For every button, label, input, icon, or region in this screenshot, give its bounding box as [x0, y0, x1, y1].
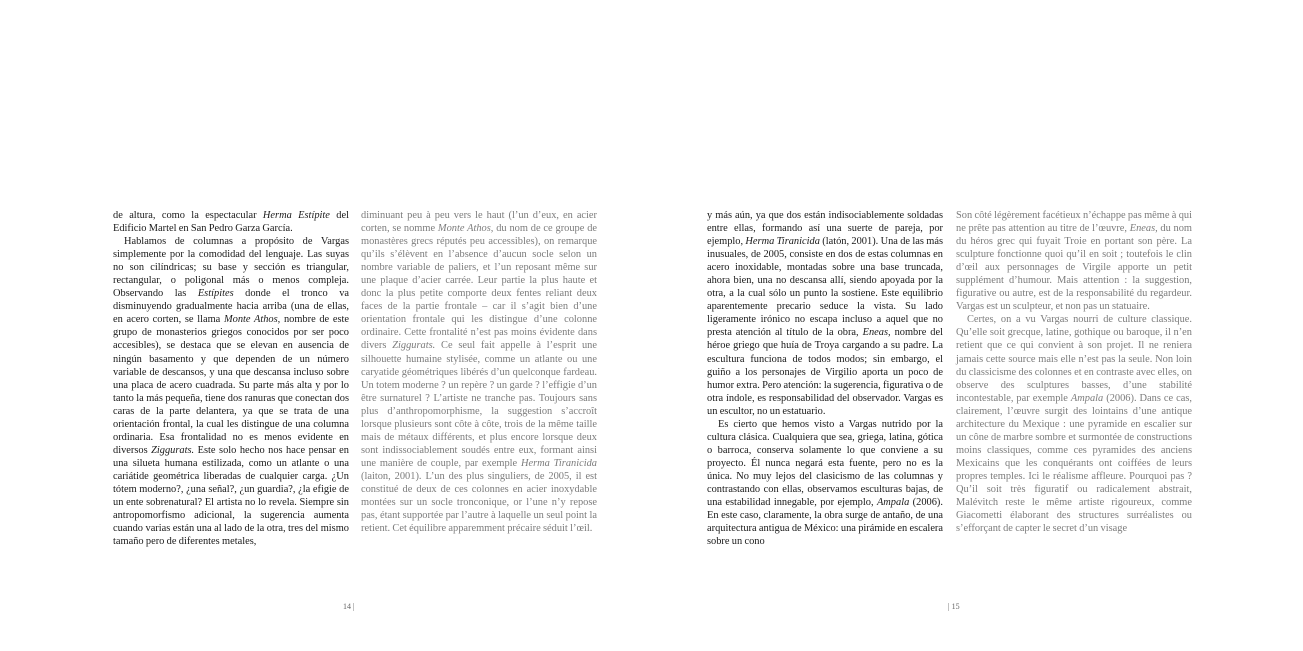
right-page-spanish-column [707, 209, 943, 548]
page-number-left: 14 | [343, 602, 355, 611]
left-page-spanish-column [113, 209, 349, 548]
paragraph: Certes, on a vu Vargas nourri de culture classique. Qu’elle soit grecque, latine, gothique ou baroque, il n’en retient que ce qui convient à son projet. Il ne reniera jamais cette source mais elle n’est pas la seule. Non loin du classicisme des colonnes et en contraste avec elles, on observe des sculptures basses, d’une stabilité incontestable, par exemple Ampala (2006). Dans ce cas, clairement, l’œuvre surgit des lointains d’une antique architecture du Mexique : une pyramide en escalier sur un cône de marbre sombre et surmontée de constructions moins classiques, comme ces pyramides des anciens Mexicains que les conquérants ont coiffées de leurs propres temples. Ici le réalisme affleure. Pourquoi pas ? Qu’il soit très figuratif ou radicalement abstrait, Malévitch reste le même artiste rigoureux, comme Giacometti élaborant des structures surréalistes ou s’efforçant de capter le secret d’un visage [956, 314, 1192, 535]
paragraph: y más aún, ya que dos están indisociablemente soldadas entre ellas, formando así una suerte de pareja, por ejemplo, Herma Tiranicida (latón, 2001). Una de las más inusuales, de 2005, consiste en dos de estas columnas en acero inoxidable, montadas sobre una base truncada, ahora bien, una no descansa allí, siendo apoyada por la otra, a la cual sólo un punto la sostiene. Este equilibrio aparentemente precario seduce la vista. Su lado ligeramente irónico no escapa incluso a aquel que no presta atención al título de la obra, Eneas, nombre del héroe griego que huía de Troya cargando a su padre. La escultura funciona de todos modos; sin embargo, el guiño a los personajes de Virgilio aporta un poco de humor extra. Pero atención: la sugerencia, figurativa o de otra índole, es responsabilidad del observador. Vargas es un escultor, no un estatuario. [707, 210, 943, 417]
paragraph: Hablamos de columnas a propósito de Vargas simplemente por la comodidad del lenguaje. Las suyas no son cilíndricas; su base y sección es triangular, rectangular, o poligonal más o menos compleja. Observando las Estípites donde el tronco va disminuyendo gradualmente hacia arriba (una de ellas, en acero corten, se llama Monte Athos, nombre de este grupo de monasterios griegos conocidos por ser poco accesibles), se destaca que se elevan en ausencia de ningún basamento y que dependen de un número variable de descansos, y una que descansa incluso sobre una placa de acero cuadrada. Su parte más alta y por lo tanto la más pequeña, tiene dos ranuras que conectan dos caras de la parte delantera, ya que se trata de una orientación frontal, la cual les distingue de una columna ordinaria. Esa frontalidad no es menos evidente en diversos Ziggurats. Este solo hecho nos hace pensar en una silueta humana estilizada, como un atlante o una cariátide geométrica liberadas de cualquier carga. ¿Un tótem moderno?, ¿una señal?, ¿un guardia?, ¿la efigie de un ente sobrenatural? El artista no lo revela. Siempre sin antropomorfismo adicional, la sugerencia aumenta cuando varias están una al lado de la otra, tres del mismo tamaño pero de diferentes metales, [113, 236, 349, 548]
paragraph: diminuant peu à peu vers le haut (l’un d’eux, en acier corten, se nomme Monte Athos, du nom de ce groupe de monastères grecs réputés peu accessibles), on remarque qu’ils s’élèvent en l’absence d’aucun socle selon un nombre variable de paliers, et l’un reposant même sur une plaque d’acier carrée. Leur partie la plus haute et donc la plus petite comporte deux fentes reliant deux faces de la partie frontale – car il s’agit bien d’une orientation frontale qui les distingue d’une colonne ordinaire. Cette frontalité n’est pas moins évidente dans divers Ziggurats. Ce seul fait appelle à l’esprit une silhouette humaine stylisée, comme un atlante ou une caryatide géométriques libérés d’un quelconque fardeau. Un totem moderne ? un repère ? un garde ? l’effigie d’un être surnaturel ? L’artiste ne tranche pas. Toujours sans plus d’anthropomorphisme, la suggestion s’accroît lorsque plusieurs sont côte à côte, trois de la même taille mais de métaux différents, et plus encore lorsque deux sont indissociablement soudés entre eux, formant ainsi une manière de couple, par exemple Herma Tiranicida (laiton, 2001). L’un des plus singuliers, de 2005, il est constitué de deux de ces colonnes en acier inoxydable montées sur un socle tronconique, or l’une n’y repose pas, étant supportée par l’autre à laquelle un seul point la retient. Cet équilibre apparemment précaire séduit l’œil. [361, 210, 598, 535]
right-page-french-column [956, 209, 1192, 535]
paragraph: Son côté légèrement facétieux n’échappe pas même à qui ne prête pas attention au titre de l’œuvre, Eneas, du nom du héros grec qui fuyait Troie en portant son père. La sculpture fonctionne quoi qu’il en soit ; toutefois le clin d’œil aux personnages de Virgile apporte un petit supplément d’humour. Mais attention : la suggestion, figurative ou autre, est de la responsabilité du regardeur. Vargas est un sculpteur, et non pas un statuaire. [956, 210, 1192, 313]
page-number-right: | 15 [948, 602, 960, 611]
left-page-french-column [361, 209, 597, 535]
paragraph: de altura, como la espectacular Herma Estípite del Edificio Martel en San Pedro Garza García. [113, 210, 350, 235]
paragraph: Es cierto que hemos visto a Vargas nutrido por la cultura clásica. Cualquiera que sea, griega, latina, gótica o barroca, conserva solamente lo que conviene a su proyecto. Él nunca negará esta fuente, pero no es la única. No muy lejos del clasicismo de las columnas y contrastando con ellas, observamos esculturas bajas, de una estabilidad innegable, por ejemplo, Ampala (2006). En este caso, claramente, la obra surge de antaño, de una arquitectura antigua de México: una pirámide en escalera sobre un cono [707, 418, 943, 548]
